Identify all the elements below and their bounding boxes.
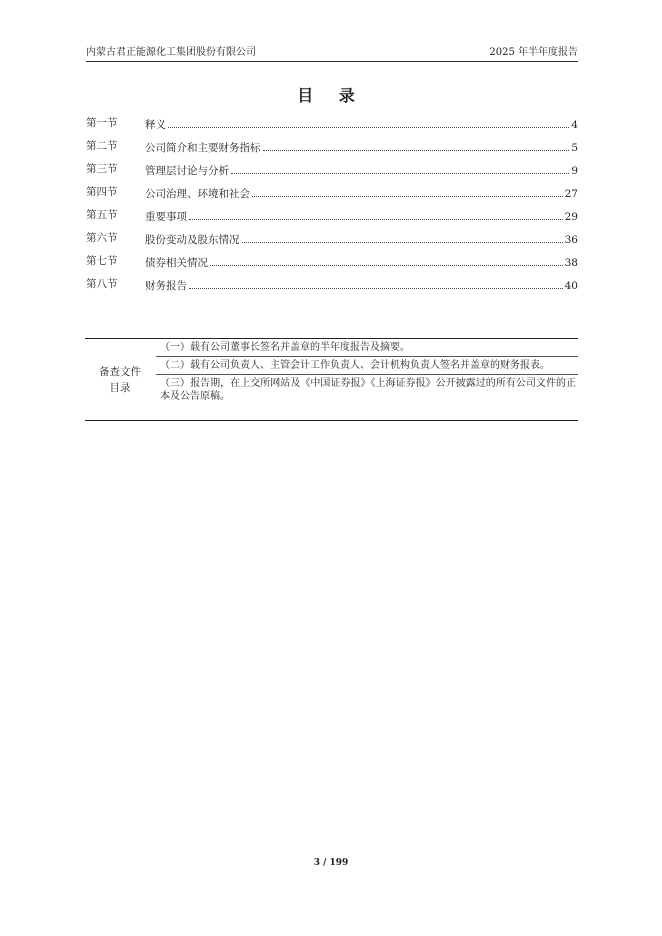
reference-documents-label bbox=[85, 339, 155, 420]
toc-page-number: 40 bbox=[564, 280, 578, 292]
toc-title: 目 录 bbox=[297, 86, 365, 105]
toc-page-number: 29 bbox=[564, 211, 578, 223]
toc-entry[interactable] bbox=[86, 161, 578, 184]
header-divider bbox=[86, 61, 578, 62]
reference-documents-table bbox=[85, 338, 578, 421]
toc-page-number: 5 bbox=[571, 142, 578, 154]
toc-page-number: 27 bbox=[564, 188, 578, 200]
toc-section-number: 第二节 bbox=[86, 140, 118, 152]
toc-dot-leader bbox=[168, 115, 569, 128]
page-header bbox=[86, 46, 578, 60]
toc-section-name: 债券相关情况 bbox=[145, 257, 208, 269]
toc-entry[interactable] bbox=[86, 276, 578, 299]
toc-dot-leader bbox=[189, 276, 563, 289]
toc-section-number: 第三节 bbox=[86, 163, 118, 175]
toc-entry[interactable] bbox=[86, 138, 578, 161]
toc-entry[interactable] bbox=[86, 115, 578, 138]
toc-page-number: 9 bbox=[571, 165, 578, 177]
toc-entry[interactable] bbox=[86, 230, 578, 253]
toc-section-name: 管理层讨论与分析 bbox=[145, 165, 229, 177]
toc-dot-leader bbox=[210, 253, 563, 266]
reference-label-line-2: 目录 bbox=[109, 381, 131, 394]
toc-section-name: 公司简介和主要财务指标 bbox=[145, 142, 261, 154]
toc-section-name: 释义 bbox=[145, 119, 166, 131]
header-company-name: 内蒙古君正能源化工集团股份有限公司 bbox=[86, 47, 256, 58]
toc-section-number: 第四节 bbox=[86, 186, 118, 198]
toc-section-number: 第七节 bbox=[86, 255, 118, 267]
toc-section-number: 第六节 bbox=[86, 232, 118, 244]
toc-section-name: 股份变动及股东情况 bbox=[145, 234, 240, 246]
reference-label-line-1: 备查文件 bbox=[99, 365, 141, 378]
toc-page-number: 36 bbox=[564, 234, 578, 246]
table-of-contents bbox=[86, 115, 578, 299]
toc-section-number: 第一节 bbox=[86, 117, 118, 129]
toc-dot-leader bbox=[189, 207, 563, 220]
toc-page-number: 38 bbox=[564, 257, 578, 269]
page-number: 3 / 199 bbox=[313, 858, 349, 868]
toc-page-number: 4 bbox=[571, 119, 578, 131]
toc-dot-leader bbox=[231, 161, 569, 174]
reference-document-item: （三）报告期，在上交所网站及《中国证券报》《上海证券报》公开披露过的所有公司文件的正本及公告原稿。 bbox=[160, 378, 576, 402]
toc-section-name: 重要事项 bbox=[145, 211, 187, 223]
toc-section-number: 第八节 bbox=[86, 278, 118, 290]
toc-section-name: 财务报告 bbox=[145, 280, 187, 292]
reference-document-item: （一）载有公司董事长签名并盖章的半年度报告及摘要。 bbox=[156, 339, 578, 357]
toc-entry[interactable] bbox=[86, 184, 578, 207]
toc-dot-leader bbox=[242, 230, 563, 243]
toc-section-name: 公司治理、环境和社会 bbox=[145, 188, 250, 200]
toc-section-number: 第五节 bbox=[86, 209, 118, 221]
header-report-title: 2025 年半年度报告 bbox=[489, 47, 578, 58]
reference-document-item: （二）载有公司负责人、主管会计工作负责人、会计机构负责人签名并盖章的财务报表。 bbox=[156, 357, 578, 375]
toc-entry[interactable] bbox=[86, 207, 578, 230]
toc-dot-leader bbox=[252, 184, 563, 197]
toc-entry[interactable] bbox=[86, 253, 578, 276]
toc-dot-leader bbox=[263, 138, 570, 151]
reference-documents-list bbox=[156, 339, 578, 420]
